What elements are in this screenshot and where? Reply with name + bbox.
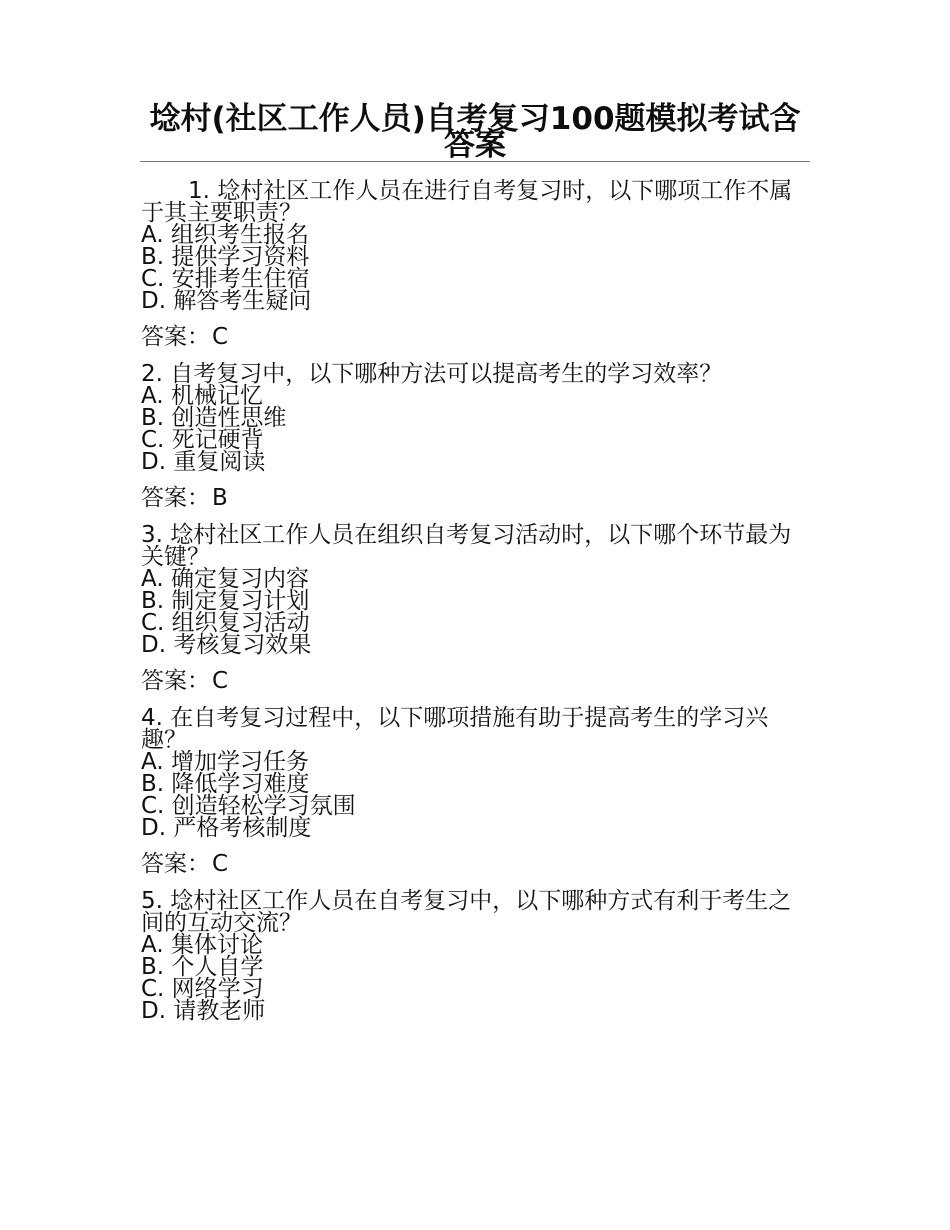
answer-value: C [212, 851, 229, 877]
option-c: C. 网络学习 [141, 976, 264, 1002]
option-a: A. 机械记忆 [141, 383, 263, 409]
option-d: D. 严格考核制度 [141, 815, 312, 841]
question-text: 5. 埝村社区工作人员在自考复习中，以下哪种方式有利于考生之间的互动交流？ [141, 888, 792, 936]
option-c: C. 死记硬背 [141, 427, 264, 453]
page-title: 埝村(社区工作人员)自考复习100题模拟考试含答案 [149, 101, 801, 163]
answer-value: B [212, 485, 228, 511]
option-c: C. 创造轻松学习氛围 [141, 793, 356, 819]
answer-label: 答案： [141, 485, 210, 511]
option-d: D. 考核复习效果 [141, 632, 312, 658]
question-item [141, 890, 813, 1022]
option-a: A. 组织考生报名 [141, 222, 309, 248]
option-d: D. 解答考生疑问 [141, 288, 312, 314]
question-item [141, 524, 813, 692]
answer-label: 答案： [141, 668, 210, 694]
option-b: B. 创造性思维 [141, 405, 287, 431]
title-block [140, 101, 810, 163]
option-a: A. 确定复习内容 [141, 566, 309, 592]
answer-line [141, 853, 813, 875]
question-text: 3. 埝村社区工作人员在组织自考复习活动时，以下哪个环节最为关键？ [141, 522, 792, 570]
answer-label: 答案： [141, 851, 210, 877]
option-d: D. 请教老师 [141, 998, 266, 1024]
title-divider [140, 161, 810, 162]
question-item [141, 707, 813, 875]
option-c: C. 组织复习活动 [141, 610, 310, 636]
option-d: D. 重复阅读 [141, 449, 266, 475]
option-a: A. 增加学习任务 [141, 749, 309, 775]
question-text: 2. 自考复习中，以下哪种方法可以提高考生的学习效率？ [141, 361, 723, 387]
answer-value: C [212, 324, 229, 350]
option-b: B. 提供学习资料 [141, 244, 310, 270]
option-b: B. 制定复习计划 [141, 588, 310, 614]
option-c: C. 安排考生住宿 [141, 266, 310, 292]
option-a: A. 集体讨论 [141, 932, 263, 958]
answer-value: C [212, 668, 229, 694]
option-b: B. 降低学习难度 [141, 771, 310, 797]
question-text: 1. 埝村社区工作人员在进行自考复习时，以下哪项工作不属于其主要职责？ [141, 178, 793, 226]
option-b: B. 个人自学 [141, 954, 264, 980]
answer-label: 答案： [141, 324, 210, 350]
answer-line [141, 487, 813, 509]
question-list [141, 180, 813, 1037]
answer-line [141, 326, 813, 348]
answer-line [141, 670, 813, 692]
question-item [141, 363, 813, 509]
question-item [141, 180, 813, 348]
question-text: 4. 在自考复习过程中，以下哪项措施有助于提高考生的学习兴趣？ [141, 705, 769, 753]
